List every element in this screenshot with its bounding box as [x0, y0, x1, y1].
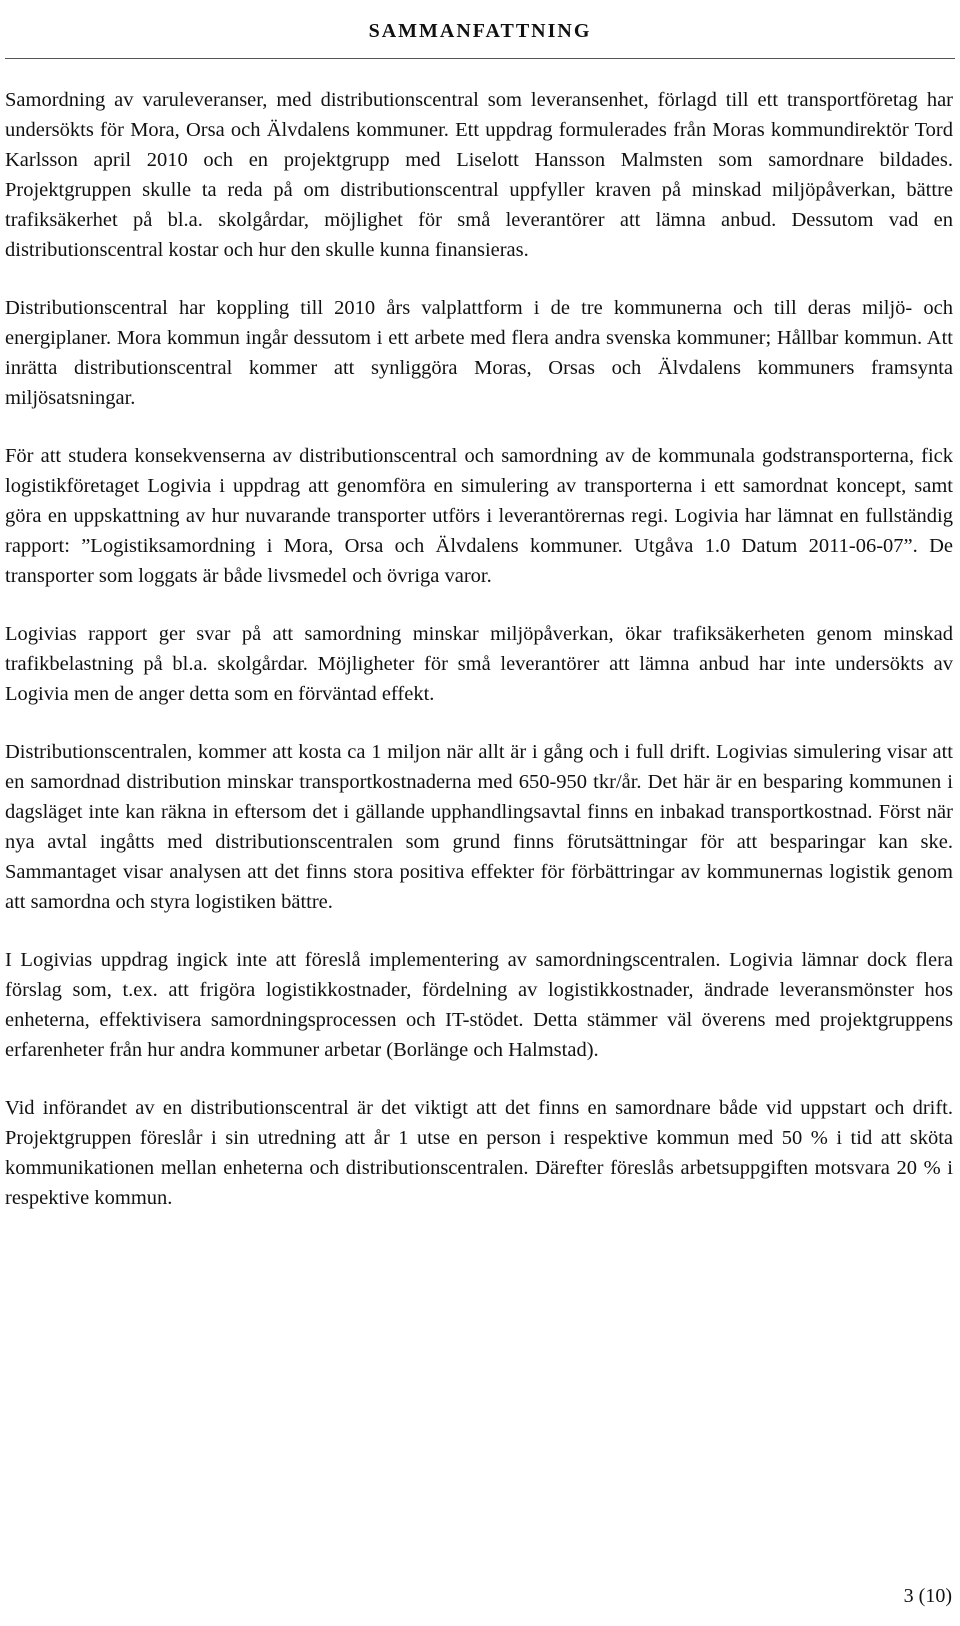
- paragraph-valplattform: Distributionscentral har koppling till 2010 års valplattform i de tre kommunerna och till deras miljö- och energiplaner. Mora kommun ingår dessutom i ett arbete med flera andra svenska kommuner; Hållbar kommun. Att inrätta distributionscentral kommer att synliggöra Moras, Orsas och Älvdalens kommuners framsynta miljösatsningar.: [5, 297, 953, 409]
- paragraph-logivia-report: Logivias rapport ger svar på att samordning minskar miljöpåverkan, ökar trafiksäkerheten genom minskad trafikbelastning på bl.a. skolgårdar. Möjligheter för små leverantörer att lämna anbud har inte undersökts av Logivia men de anger detta som en förväntad effekt.: [5, 623, 953, 705]
- paragraph-costs: Distributionscentralen, kommer att kosta ca 1 miljon när allt är i gång och i full drift. Logivias simulering visar att en samordnad distribution minskar transportkostnaderna med 650-950 tkr/år. Det här är en besparing kommunen i dagsläget inte kan räkna in eftersom det i gällande upphandlingsavtal finns en inbakad transportkostnad. Först när nya avtal ingåtts med distributionscentralen som grund finns förutsättningar för att besparingar kan ske. Sammantaget visar analysen att det finns stora positiva effekter för förbättringar av kommunernas logistik genom att samordna och styra logistiken bättre.: [5, 741, 953, 913]
- page-number: 3 (10): [903, 1585, 952, 1607]
- paragraph-proposals: I Logivias uppdrag ingick inte att föreslå implementering av samordningscentralen. Logivia lämnar dock flera förslag som, t.ex. att frigöra logistikkostnader, fördelning av logistikkostnader, ändrade leveransmönster hos enheterna, effektivisera samordningsprocessen och IT-stödet. Detta stämmer väl överens med projektgruppens erfarenheter från hur andra kommuner arbetar (Borlänge och Halmstad).: [5, 949, 953, 1061]
- paragraph-intro: Samordning av varuleveranser, med distributionscentral som leveransenhet, förlagd till ett transportföretag har undersökts för Mora, Orsa och Älvdalens kommuner. Ett uppdrag formulerades från Moras kommundirektör Tord Karlsson april 2010 och en projektgrupp med Liselott Hansson Malmsten som samordnare bildades. Projektgruppen skulle ta reda på om distributionscentral uppfyller kraven på minskad miljöpåverkan, bättre trafiksäkerhet på bl.a. skolgårdar, möjlighet för små leverantörer att lämna anbud. Dessutom vad en distributionscentral kostar och hur den skulle kunna finansieras.: [5, 89, 953, 261]
- document-body: [5, 85, 953, 1241]
- page-title: SAMMANFATTNING: [368, 20, 592, 42]
- paragraph-logivia-assignment: För att studera konsekvenserna av distributionscentral och samordning av de kommunala godstransporterna, fick logistikföretaget Logivia i uppdrag att genomföra en simulering av transporterna i ett samordnat koncept, samt göra en uppskattning av hur nuvarande transporter utförs i leverantörernas regi. Logivia har lämnat en fullständig rapport: ”Logistiksamordning i Mora, Orsa och Älvdalens kommuner. Utgåva 1.0 Datum 2011-06-07”. De transporter som loggats är både livsmedel och övriga varor.: [5, 445, 953, 587]
- paragraph-coordinator: Vid införandet av en distributionscentral är det viktigt att det finns en samordnare både vid uppstart och drift. Projektgruppen föreslår i sin utredning att år 1 utse en person i respektive kommun med 50 % i tid att sköta kommunikationen mellan enheterna och distributionscentralen. Därefter föreslås arbetsuppgiften motsvara 20 % i respektive kommun.: [5, 1097, 953, 1209]
- title-divider: [5, 58, 955, 59]
